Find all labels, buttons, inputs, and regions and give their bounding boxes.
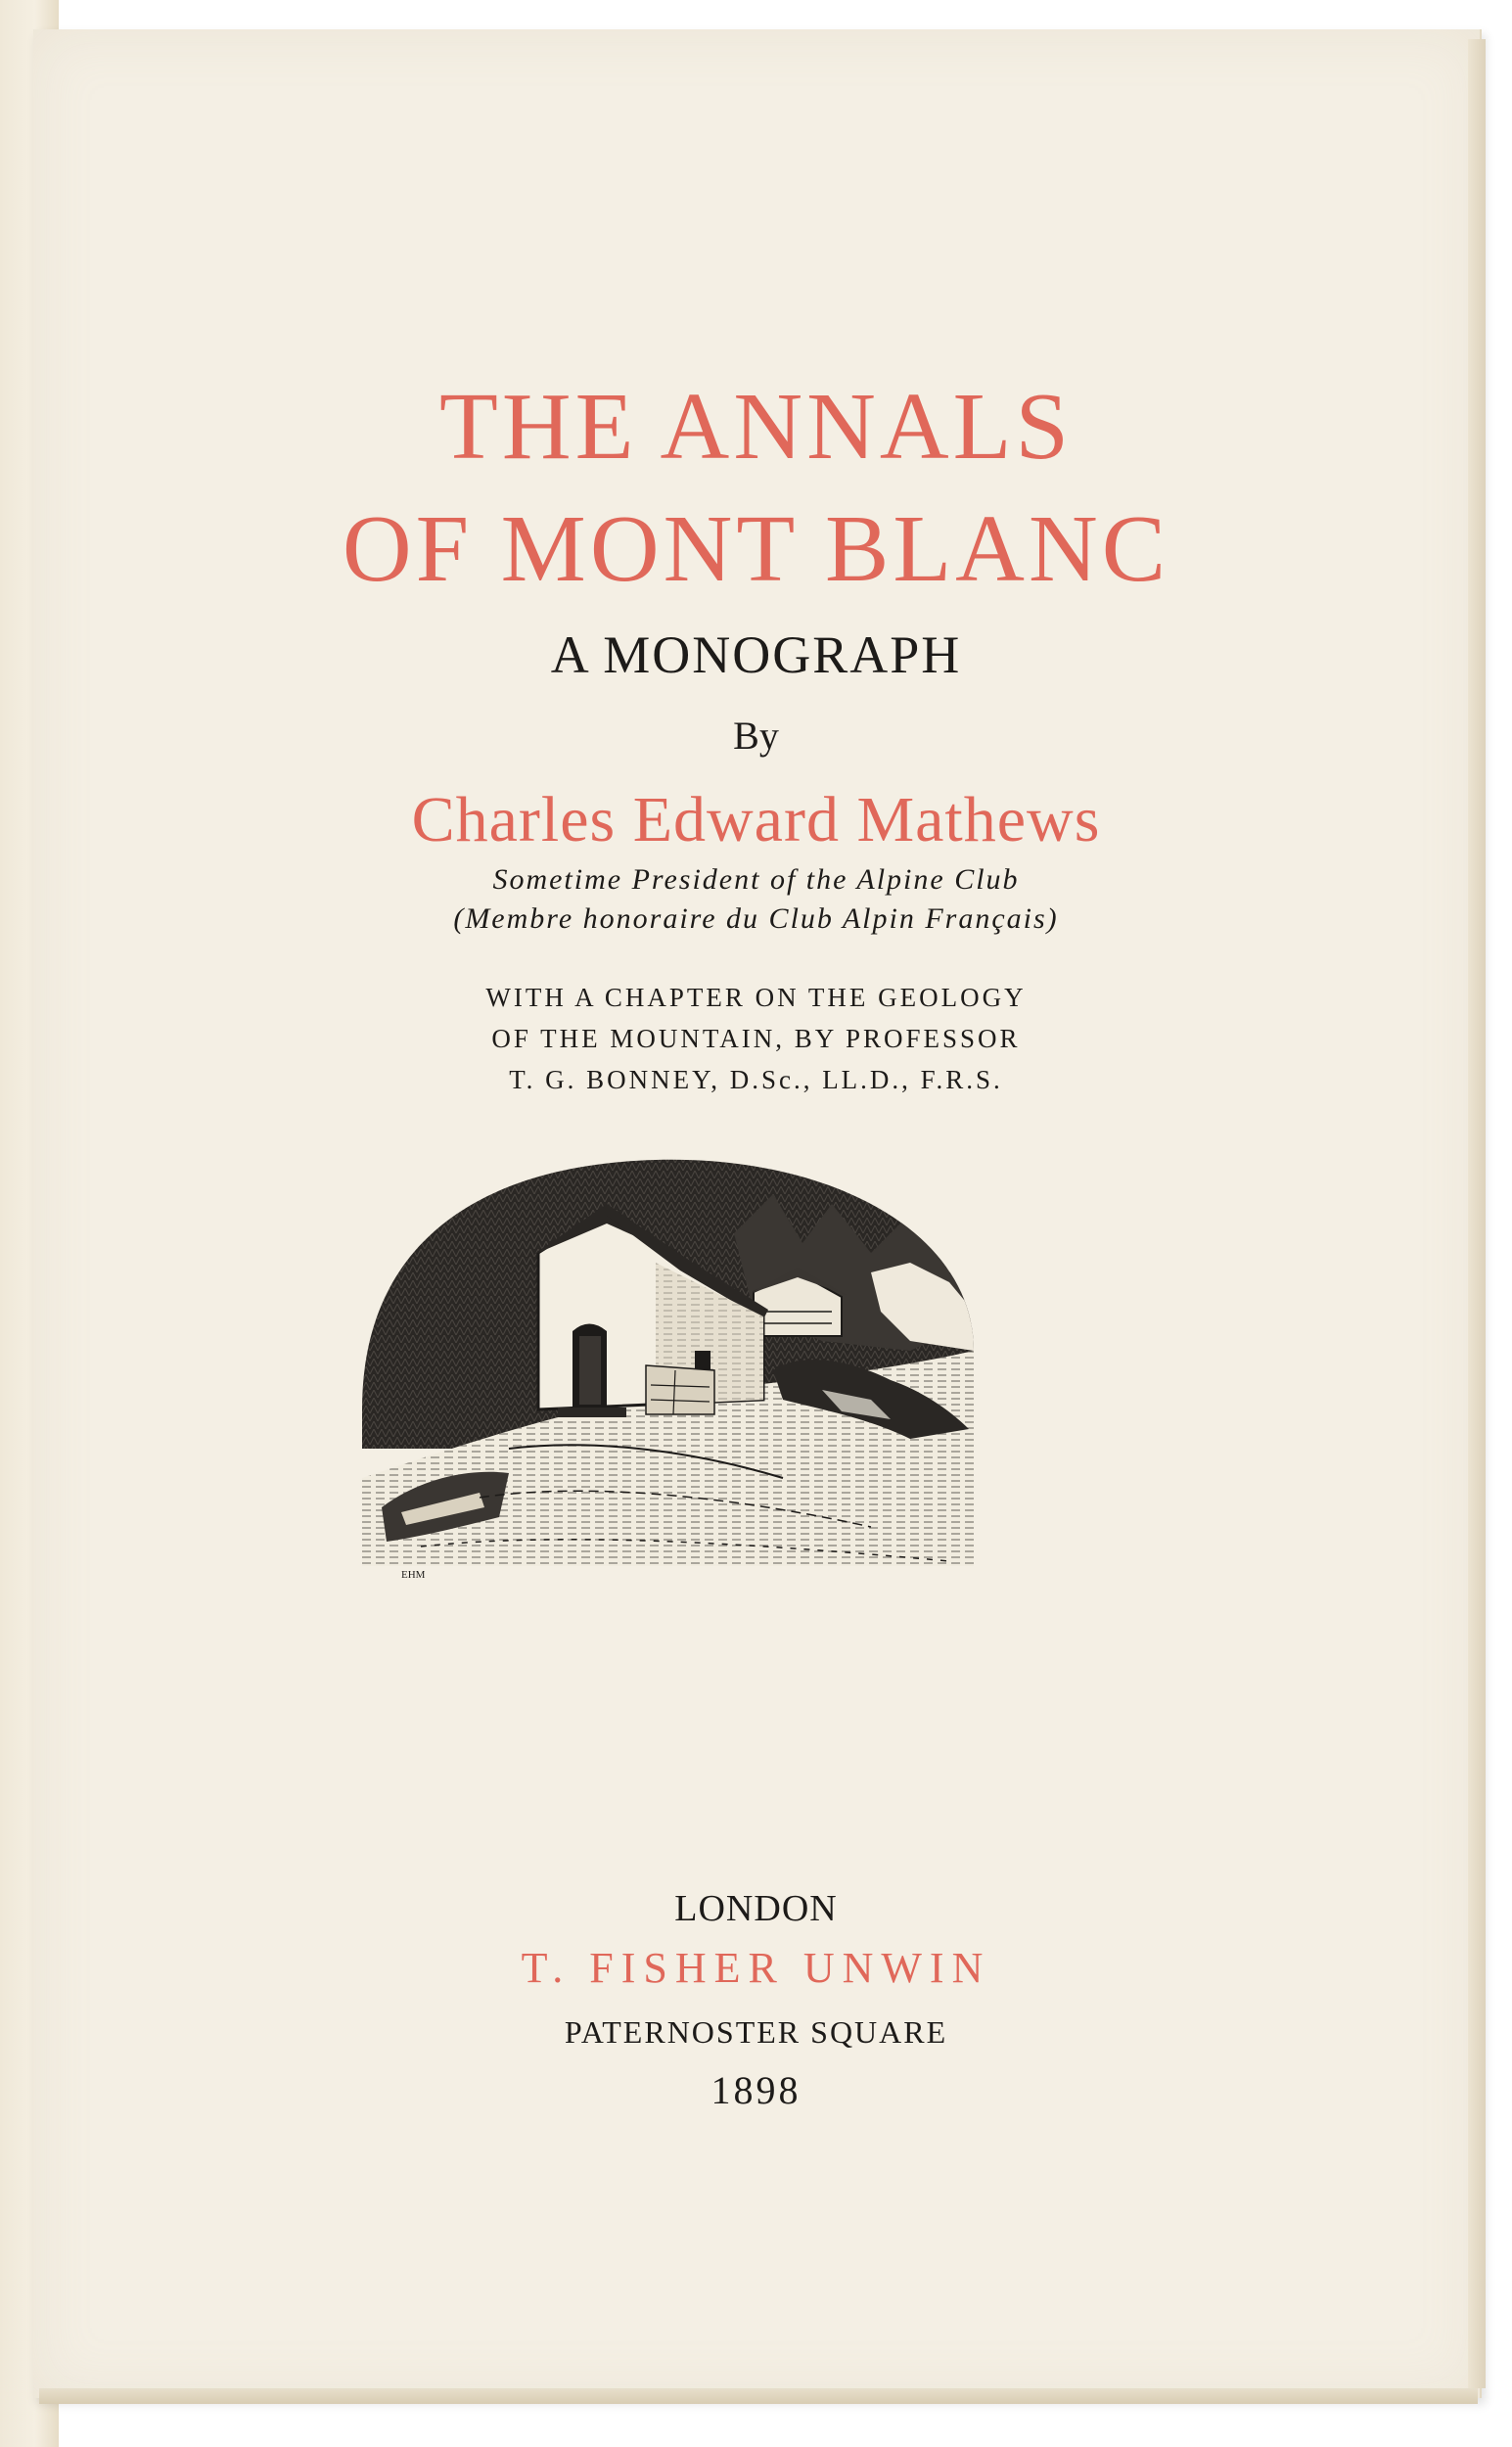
publication-place: LONDON bbox=[674, 1888, 838, 1929]
illustration-signature: EHM bbox=[401, 1569, 426, 1581]
geology-note-line-2: OF THE MOUNTAIN, BY PROFESSOR bbox=[491, 1024, 1021, 1053]
cabin-vignette-illustration bbox=[362, 1155, 974, 1591]
author-name: Charles Edward Mathews bbox=[411, 784, 1101, 855]
geology-note-line-3: T. G. BONNEY, D.Sc., LL.D., F.R.S. bbox=[509, 1065, 1003, 1094]
publisher-address: PATERNOSTER SQUARE bbox=[564, 2014, 948, 2050]
title-line-1: THE ANNALS bbox=[438, 374, 1074, 480]
publisher-name: T. FISHER UNWIN bbox=[521, 1944, 991, 1992]
page-bottom-edge bbox=[39, 2388, 1478, 2404]
author-role-2: (Membre honoraire du Club Alpin Français) bbox=[453, 902, 1059, 935]
geology-note-line-1: WITH A CHAPTER ON THE GEOLOGY bbox=[485, 983, 1027, 1012]
title-line-2: OF MONT BLANC bbox=[342, 496, 1170, 602]
subtitle: A MONOGRAPH bbox=[550, 625, 962, 684]
author-role-1: Sometime President of the Alpine Club bbox=[492, 863, 1020, 896]
by-line: By bbox=[733, 714, 779, 758]
publication-year: 1898 bbox=[710, 2068, 802, 2112]
